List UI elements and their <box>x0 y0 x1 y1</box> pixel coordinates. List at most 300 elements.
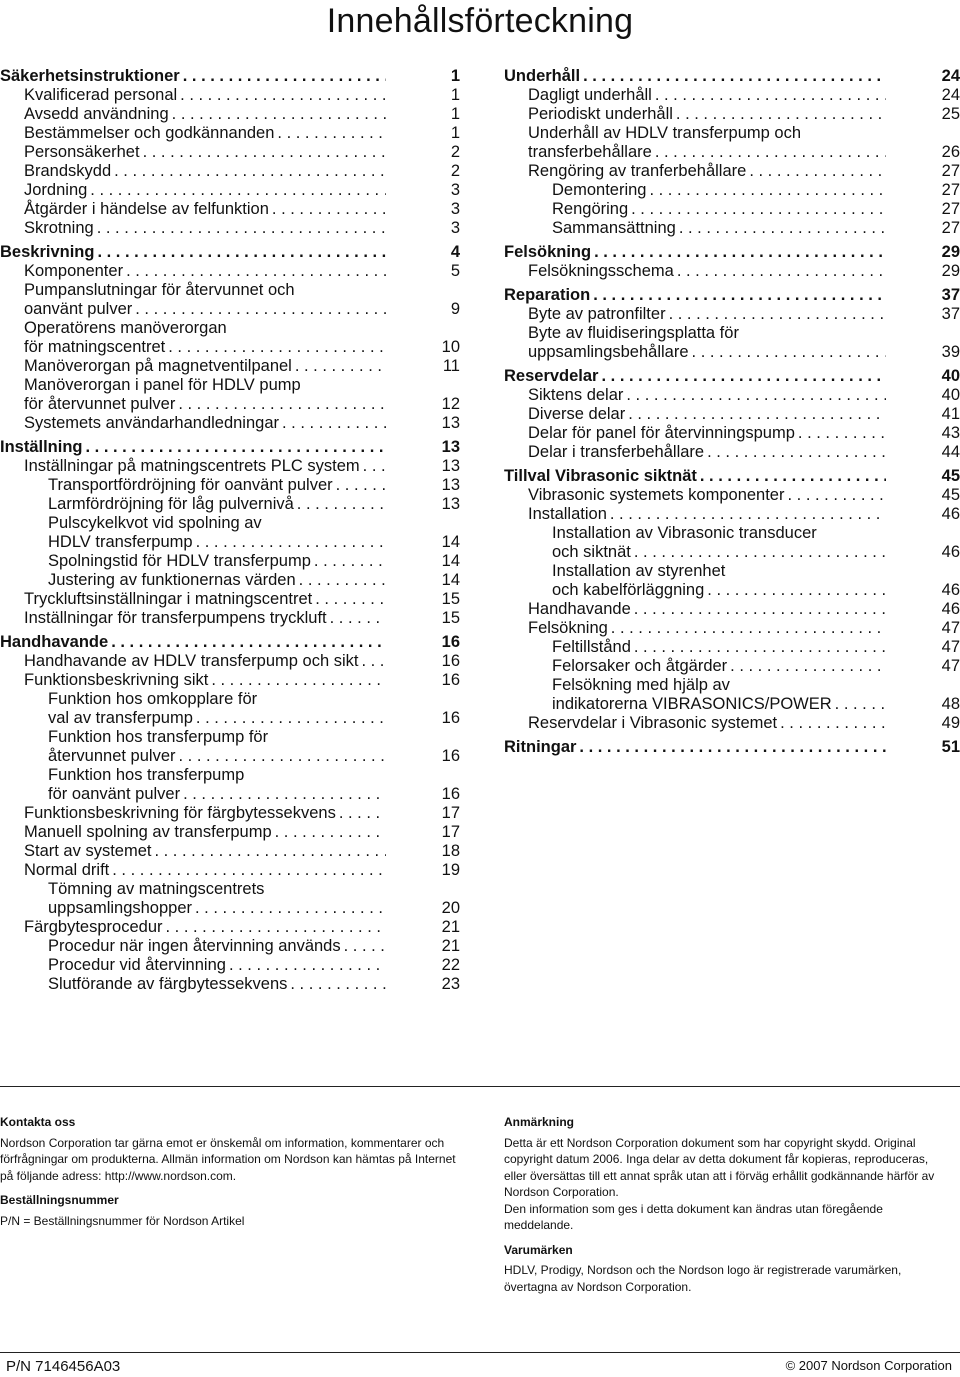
toc-entry[interactable] <box>0 804 460 823</box>
dot-leader <box>315 590 386 609</box>
toc-entry-title: Installation <box>528 505 607 523</box>
toc-page-number: 10 <box>441 338 460 356</box>
dot-leader <box>196 533 386 552</box>
toc-page-number: 46 <box>941 505 960 523</box>
toc-page-number: 21 <box>441 937 460 955</box>
toc-entry[interactable] <box>0 671 460 690</box>
toc-entry[interactable] <box>0 590 460 609</box>
toc-section[interactable] <box>504 467 960 486</box>
toc-entry[interactable] <box>0 937 460 956</box>
toc-page-number: 15 <box>441 609 460 627</box>
toc-entry[interactable] <box>0 262 460 281</box>
toc-entry[interactable] <box>504 262 960 281</box>
toc-entry-title: Felsökning <box>504 243 592 261</box>
toc-entry-title: Färgbytesprocedur <box>24 918 163 936</box>
toc-page-number: 13 <box>441 457 460 475</box>
toc-entry[interactable] <box>504 638 960 657</box>
dot-leader <box>330 609 386 628</box>
toc-entry-title: Felsökningsschema <box>528 262 674 280</box>
dot-leader <box>798 424 886 443</box>
dot-leader <box>707 581 886 600</box>
dot-leader <box>86 438 387 457</box>
toc-entry-title: Manuell spolning av transferpump <box>24 823 272 841</box>
toc-entry-title: uppsamlingsbehållare <box>528 343 689 361</box>
toc-page-number: 9 <box>450 300 460 318</box>
toc-entry[interactable] <box>504 424 960 443</box>
dot-leader <box>196 709 386 728</box>
toc-entry[interactable] <box>0 357 460 376</box>
toc-entry-title: Vibrasonic systemets komponenter <box>528 486 785 504</box>
toc-page-number: 48 <box>941 695 960 713</box>
toc-entry-title: Funktionsbeskrivning för färgbytessekvens <box>24 804 336 822</box>
toc-page-number: 26 <box>941 143 960 161</box>
toc-entry[interactable] <box>0 514 460 552</box>
toc-entry[interactable] <box>0 219 460 238</box>
toc-entry-title: Demontering <box>552 181 647 199</box>
toc-entry[interactable] <box>504 505 960 524</box>
toc-entry-title: Siktens delar <box>528 386 624 404</box>
toc-page-number: 13 <box>441 476 460 494</box>
toc-entry[interactable] <box>0 143 460 162</box>
toc-page-number: 41 <box>941 405 960 423</box>
toc-entry[interactable] <box>504 305 960 324</box>
toc-page-number: 2 <box>450 143 460 161</box>
toc-page-number: 46 <box>941 581 960 599</box>
toc-entry[interactable] <box>0 476 460 495</box>
toc-entry-title: Diverse delar <box>528 405 626 423</box>
toc-page-number: 14 <box>441 533 460 551</box>
toc-page-number: 51 <box>941 738 960 756</box>
toc-entry-title: uppsamlingshopper <box>48 899 193 917</box>
toc-entry-title: återvunnet pulver <box>48 747 176 765</box>
toc-page-number: 16 <box>441 709 460 727</box>
toc-entry-title: Kvalificerad personal <box>24 86 178 104</box>
dot-leader <box>143 143 386 162</box>
dot-leader <box>166 918 387 937</box>
toc-entry-title: Normal drift <box>24 861 110 879</box>
dot-leader <box>749 162 886 181</box>
toc-entry-title: Operatörens manöverorgan <box>24 319 227 337</box>
toc-entry[interactable] <box>0 181 460 200</box>
toc-entry-title: Funktion hos transferpump <box>48 766 245 784</box>
toc-page-number: 37 <box>941 286 960 304</box>
toc-entry-title: Manöverorgan på magnetventilpanel <box>24 357 292 375</box>
toc-entry-title: för matningscentret <box>24 338 166 356</box>
toc-entry[interactable] <box>504 676 960 714</box>
toc-page-number: 46 <box>941 543 960 561</box>
toc-page-number: 45 <box>941 467 960 485</box>
dot-leader <box>295 357 386 376</box>
dot-leader <box>601 367 886 386</box>
toc-page-number: 16 <box>441 785 460 803</box>
toc-entry-title: Procedur vid återvinning <box>48 956 226 974</box>
toc-entry-title: Reservdelar i Vibrasonic systemet <box>528 714 778 732</box>
toc-entry-title: Felorsaker och åtgärder <box>552 657 728 675</box>
toc-entry[interactable] <box>504 714 960 733</box>
toc-page-number: 1 <box>450 124 460 142</box>
toc-entry-title: Inställning <box>0 438 83 456</box>
dot-leader <box>275 823 386 842</box>
toc-page-number: 3 <box>450 219 460 237</box>
toc-entry-title: Feltillstånd <box>552 638 631 656</box>
toc-page-number: 24 <box>941 67 960 85</box>
toc-entry-title: Handhavande <box>528 600 631 618</box>
dot-leader <box>97 219 386 238</box>
dot-leader <box>168 338 386 357</box>
toc-section[interactable] <box>0 243 460 262</box>
toc-entry-title: Rengöring <box>552 200 629 218</box>
dot-leader <box>634 600 886 619</box>
toc-entry-title: Installation av styrenhet <box>552 562 726 580</box>
toc-entry-title: Beskrivning <box>0 243 95 261</box>
dot-leader <box>655 86 886 105</box>
dot-leader <box>692 343 886 362</box>
toc-entry-title: oanvänt pulver <box>24 300 133 318</box>
toc-entry[interactable] <box>0 571 460 590</box>
toc-page-number: 22 <box>441 956 460 974</box>
toc-entry[interactable] <box>0 414 460 433</box>
toc-entry-title: Underhåll av HDLV transferpump och <box>528 124 801 142</box>
toc-entry-title: Larmfördröjning för låg pulvernivå <box>48 495 294 513</box>
dot-leader <box>126 262 386 281</box>
toc-page-number: 19 <box>441 861 460 879</box>
toc-entry-title: Inställningar på matningscentrets PLC system <box>24 457 360 475</box>
toc-entry-title: och kabelförläggning <box>552 581 705 599</box>
dot-leader <box>195 899 386 918</box>
toc-entry-title: Start av systemet <box>24 842 152 860</box>
toc-page-number: 21 <box>441 918 460 936</box>
dot-leader <box>154 842 386 861</box>
dot-leader <box>363 457 386 476</box>
dot-leader <box>634 543 886 562</box>
note-heading: Anmärkning <box>504 1115 575 1129</box>
toc-page-number: 12 <box>441 395 460 413</box>
toc-entry-title: Säkerhetsinstruktioner <box>0 67 180 85</box>
toc-entry[interactable] <box>504 162 960 181</box>
toc-page-number: 13 <box>441 495 460 513</box>
footer-divider <box>0 1086 960 1087</box>
toc-section[interactable] <box>0 67 460 86</box>
toc-page-number: 44 <box>941 443 960 461</box>
dot-leader <box>579 738 886 757</box>
toc-page-number: 27 <box>941 219 960 237</box>
dot-leader <box>669 305 886 324</box>
toc-page-number: 3 <box>450 200 460 218</box>
toc-page-number: 27 <box>941 200 960 218</box>
toc-entry[interactable] <box>504 324 960 362</box>
toc-entry-title: val av transferpump <box>48 709 193 727</box>
dot-leader <box>178 395 386 414</box>
toc-entry-title: Byte av fluidiseringsplatta för <box>528 324 739 342</box>
toc-entry[interactable] <box>0 281 460 319</box>
toc-entry-title: indikatorerna VIBRASONICS/POWER <box>552 695 832 713</box>
dot-leader <box>593 286 886 305</box>
dot-leader <box>183 67 386 86</box>
dot-leader <box>111 633 386 652</box>
toc-page-number: 5 <box>450 262 460 280</box>
toc-page-number: 16 <box>441 671 460 689</box>
toc-section[interactable] <box>0 438 460 457</box>
dot-leader <box>211 671 386 690</box>
toc-entry[interactable] <box>504 524 960 562</box>
toc-entry[interactable] <box>504 405 960 424</box>
trademarks-heading: Varumärken <box>504 1242 573 1257</box>
toc-entry[interactable] <box>0 200 460 219</box>
toc-entry-title: Periodiskt underhåll <box>528 105 673 123</box>
toc-entry-title: Funktion hos transferpump för <box>48 728 269 746</box>
toc-entry-title: Delar för panel för återvinningspump <box>528 424 795 442</box>
toc-page-number: 1 <box>450 105 460 123</box>
dot-leader <box>787 486 886 505</box>
dot-leader <box>677 262 886 281</box>
toc-page-number: 17 <box>441 804 460 822</box>
dot-leader <box>628 405 886 424</box>
dot-leader <box>611 619 886 638</box>
order-text: P/N = Beställningsnummer för Nordson Artikel <box>0 1213 245 1228</box>
toc-entry-title: Underhåll <box>504 67 581 85</box>
dot-leader <box>297 495 386 514</box>
toc-entry[interactable] <box>504 86 960 105</box>
toc-entry-title: Manöverorgan i panel för HDLV pump <box>24 376 301 394</box>
dot-leader <box>114 162 386 181</box>
toc-page-number: 4 <box>450 243 460 261</box>
dot-leader <box>634 638 886 657</box>
page-title: Innehållsförteckning <box>326 2 634 40</box>
toc-entry[interactable] <box>0 376 460 414</box>
toc-entry[interactable] <box>504 124 960 162</box>
toc-entry[interactable] <box>0 975 460 994</box>
dot-leader <box>179 747 387 766</box>
toc-left-column <box>0 62 460 994</box>
toc-entry-title: Handhavande <box>0 633 109 651</box>
part-number: P/N 7146456A03 <box>6 1358 121 1375</box>
dot-leader <box>610 505 886 524</box>
toc-entry[interactable] <box>0 319 460 357</box>
toc-entry-title: Sammansättning <box>552 219 676 237</box>
toc-entry-title: Personsäkerhet <box>24 143 140 161</box>
toc-section[interactable] <box>504 367 960 386</box>
toc-section[interactable] <box>504 67 960 86</box>
toc-page-number: 15 <box>441 590 460 608</box>
dot-leader <box>229 956 386 975</box>
dot-leader <box>679 219 886 238</box>
toc-entry-title: Brandskydd <box>24 162 112 180</box>
toc-entry[interactable] <box>504 600 960 619</box>
toc-page-number: 47 <box>941 638 960 656</box>
toc-entry[interactable] <box>0 609 460 628</box>
dot-leader <box>112 861 386 880</box>
toc-page-number: 11 <box>442 357 460 375</box>
dot-leader <box>180 86 386 105</box>
toc-entry[interactable] <box>0 766 460 804</box>
toc-page-number: 43 <box>941 424 960 442</box>
toc-entry[interactable] <box>504 200 960 219</box>
contact-text: Nordson Corporation tar gärna emot er önskemål om information, kommentarer och förfrågningar om produkterna. Allmän information om Nordson kan hämtas på Internet på följande adress: http://www.nordson.com. <box>0 1135 456 1183</box>
toc-entry[interactable] <box>0 690 460 728</box>
toc-entry-title: Transportfördröjning för oanvänt pulver <box>48 476 333 494</box>
toc-entry-title: Ritningar <box>504 738 577 756</box>
toc-page-number: 1 <box>450 67 460 85</box>
dot-leader <box>780 714 886 733</box>
toc-page-number: 16 <box>441 652 460 670</box>
dot-leader <box>707 443 886 462</box>
toc-entry-title: Installation av Vibrasonic transducer <box>552 524 817 542</box>
footer-right <box>504 1114 954 1303</box>
toc-entry-title: Rengöring av tranferbehållare <box>528 162 747 180</box>
toc-right-column <box>504 62 960 757</box>
toc-entry-title: Spolningstid för HDLV transferpump <box>48 552 311 570</box>
toc-page-number: 47 <box>941 657 960 675</box>
toc-page-number: 45 <box>941 486 960 504</box>
toc-entry[interactable] <box>0 880 460 918</box>
toc-page-number: 17 <box>441 823 460 841</box>
dot-leader <box>655 143 886 162</box>
toc-entry[interactable] <box>504 105 960 124</box>
toc-entry[interactable] <box>504 486 960 505</box>
toc-entry-title: Funktion hos omkopplare för <box>48 690 258 708</box>
toc-page-number: 23 <box>441 975 460 993</box>
dot-leader <box>282 414 386 433</box>
toc-entry[interactable] <box>0 124 460 143</box>
footer-left <box>0 1114 460 1237</box>
toc-entry-title: HDLV transferpump <box>48 533 193 551</box>
dot-leader <box>344 937 386 956</box>
toc-entry-title: Felsökning <box>528 619 608 637</box>
dot-leader <box>730 657 886 676</box>
toc-page-number: 47 <box>941 619 960 637</box>
toc-entry-title: Slutförande av färgbytessekvens <box>48 975 288 993</box>
dot-leader <box>339 804 386 823</box>
toc-entry[interactable] <box>504 219 960 238</box>
toc-entry[interactable] <box>0 495 460 514</box>
note-text-2: Den information som ges i detta dokument kan ändras utan föregående meddelande. <box>504 1201 883 1232</box>
toc-entry[interactable] <box>504 657 960 676</box>
toc-entry-title: Inställningar för transferpumpens tryckluft <box>24 609 327 627</box>
toc-page-number: 24 <box>941 86 960 104</box>
toc-page-number: 39 <box>941 343 960 361</box>
toc-page-number: 25 <box>941 105 960 123</box>
dot-leader <box>290 975 386 994</box>
toc-entry-title: Systemets användarhandledningar <box>24 414 280 432</box>
toc-entry[interactable] <box>0 823 460 842</box>
dot-leader <box>700 467 886 486</box>
toc-page-number: 1 <box>450 86 460 104</box>
toc-entry[interactable] <box>0 552 460 571</box>
toc-entry-title: Dagligt underhåll <box>528 86 652 104</box>
bottom-divider <box>0 1352 960 1353</box>
toc-entry-title: Justering av funktionernas värden <box>48 571 296 589</box>
toc-section[interactable] <box>504 243 960 262</box>
toc-entry[interactable] <box>0 86 460 105</box>
toc-entry-title: Bestämmelser och godkännanden <box>24 124 275 142</box>
toc-entry[interactable] <box>0 162 460 181</box>
toc-page-number: 29 <box>941 243 960 261</box>
toc-entry[interactable] <box>504 619 960 638</box>
toc-entry-title: Tillval Vibrasonic siktnät <box>504 467 697 485</box>
toc-entry-title: Procedur när ingen återvinning används <box>48 937 341 955</box>
toc-entry[interactable] <box>0 861 460 880</box>
toc-entry-title: Byte av patronfilter <box>528 305 666 323</box>
toc-entry-title: Skrotning <box>24 219 94 237</box>
toc-entry[interactable] <box>0 842 460 861</box>
toc-entry[interactable] <box>504 181 960 200</box>
toc-entry[interactable] <box>504 562 960 600</box>
toc-entry-title: Felsökning med hjälp av <box>552 676 730 694</box>
toc-section[interactable] <box>504 738 960 757</box>
dot-leader <box>676 105 886 124</box>
dot-leader <box>631 200 886 219</box>
toc-entry-title: Tömning av matningscentrets <box>48 880 265 898</box>
dot-leader <box>649 181 886 200</box>
toc-entry-title: Åtgärder i händelse av felfunktion <box>24 200 269 218</box>
dot-leader <box>172 105 386 124</box>
toc-page-number: 27 <box>941 162 960 180</box>
copyright: © 2007 Nordson Corporation <box>785 1358 952 1373</box>
toc-page-number: 14 <box>441 552 460 570</box>
dot-leader <box>272 200 386 219</box>
toc-entry-title: Reservdelar <box>504 367 599 385</box>
toc-page-number: 20 <box>441 899 460 917</box>
toc-page-number: 40 <box>941 386 960 404</box>
toc-entry[interactable] <box>0 728 460 766</box>
toc-entry[interactable] <box>0 918 460 937</box>
toc-entry-title: och siktnät <box>552 543 631 561</box>
toc-entry[interactable] <box>504 443 960 462</box>
toc-entry-title: Handhavande av HDLV transferpump och sikt <box>24 652 359 670</box>
contact-heading: Kontakta oss <box>0 1115 76 1129</box>
dot-leader <box>626 386 886 405</box>
toc-entry-title: Pulscykelkvot vid spolning av <box>48 514 262 532</box>
dot-leader <box>277 124 386 143</box>
toc-page-number: 16 <box>441 633 460 651</box>
dot-leader <box>90 181 386 200</box>
toc-page-number: 16 <box>441 747 460 765</box>
toc-entry-title: Komponenter <box>24 262 124 280</box>
toc-page-number: 46 <box>941 600 960 618</box>
toc-page-number: 49 <box>941 714 960 732</box>
dot-leader <box>336 476 386 495</box>
toc-entry-title: transferbehållare <box>528 143 652 161</box>
toc-entry-title: Funktionsbeskrivning sikt <box>24 671 209 689</box>
dot-leader <box>835 695 886 714</box>
toc-page-number: 18 <box>441 842 460 860</box>
toc-page-number: 13 <box>441 438 460 456</box>
toc-entry-title: Avsedd användning <box>24 105 169 123</box>
toc-entry[interactable] <box>0 105 460 124</box>
toc-entry[interactable] <box>0 652 460 671</box>
note-text: Detta är ett Nordson Corporation dokument som har copyright skydd. Original copyright datum 2006. Inga delar av detta dokument får kopieras, reproduceras, eller översättas till ett annat språk utan att i förväg erhållit godkännande härför av Nordson Corporation. <box>504 1135 935 1199</box>
toc-section[interactable] <box>0 633 460 652</box>
toc-entry-title: Delar i transferbehållare <box>528 443 705 461</box>
dot-leader <box>97 243 386 262</box>
toc-page-number: 13 <box>441 414 460 432</box>
toc-entry-title: Tryckluftsinställningar i matningscentret <box>24 590 313 608</box>
toc-page-number: 40 <box>941 367 960 385</box>
dot-leader <box>594 243 886 262</box>
toc-entry-title: Pumpanslutningar för återvunnet och <box>24 281 295 299</box>
toc-page-number: 2 <box>450 162 460 180</box>
dot-leader <box>361 652 386 671</box>
toc-section[interactable] <box>504 286 960 305</box>
trademarks-text: HDLV, Prodigy, Nordson och the Nordson logo är registrerade varumärken, övertagna av Nordson Corporation. <box>504 1263 902 1294</box>
toc-entry[interactable] <box>0 956 460 975</box>
toc-entry[interactable] <box>504 386 960 405</box>
toc-page-number: 29 <box>941 262 960 280</box>
dot-leader <box>183 785 386 804</box>
toc-entry[interactable] <box>0 457 460 476</box>
order-heading: Beställningsnummer <box>0 1193 119 1207</box>
dot-leader <box>314 552 386 571</box>
